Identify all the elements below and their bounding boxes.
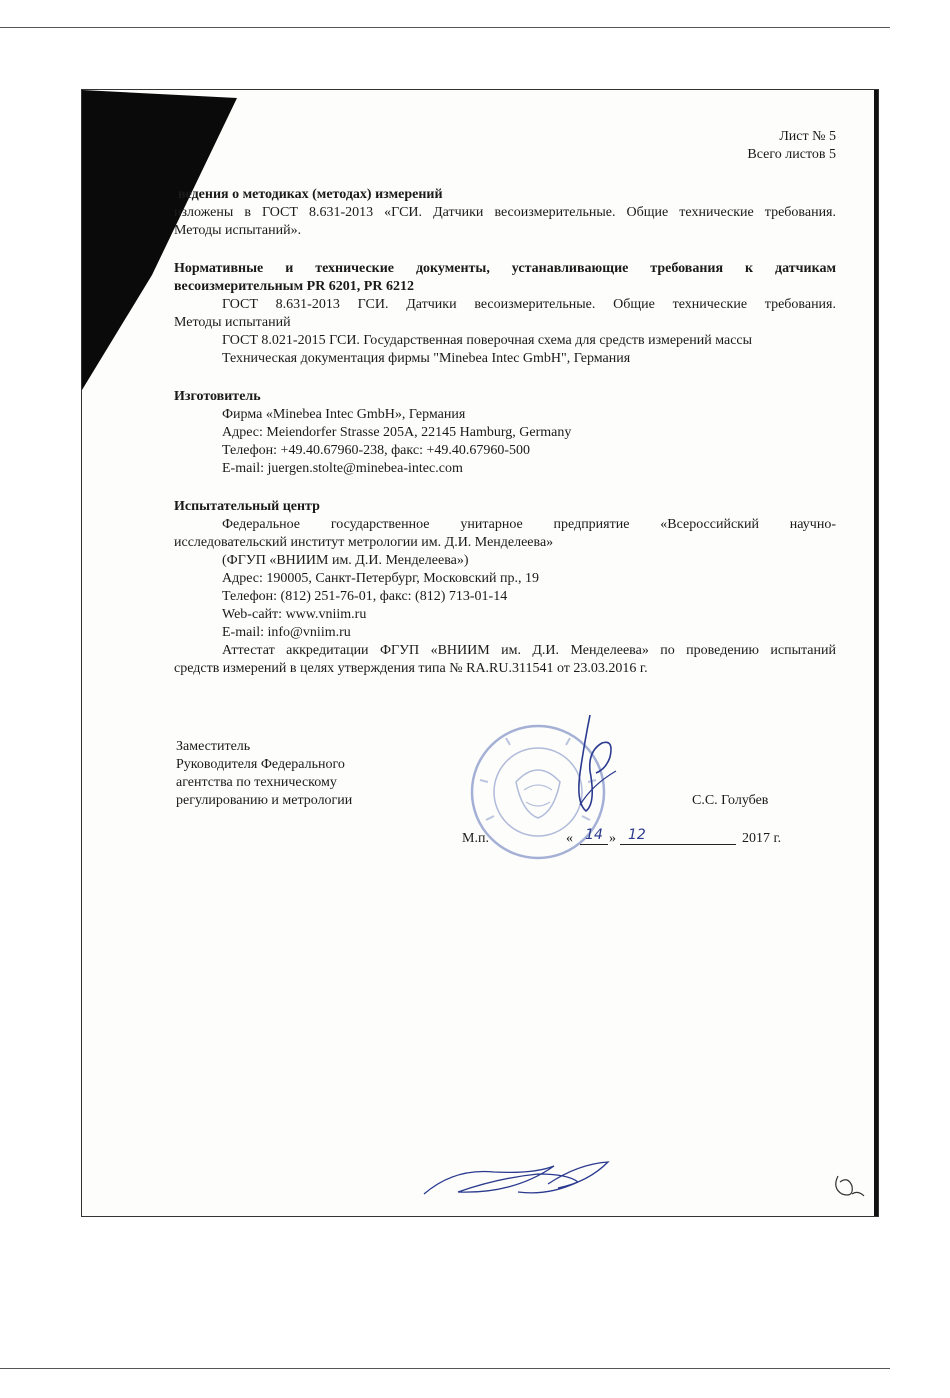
signatory-position: Заместитель [176,739,251,754]
test-center-line-1: Федеральное государственное унитарное предприятие «Всероссийский научно- [222,517,836,532]
normative-item: Техническая документация фирмы "Minebea Intec GmbH", Германия [222,351,631,366]
corner-initials-scribble [830,1170,870,1206]
normative-item: Методы испытаний [174,315,291,330]
date-month: 12 [620,826,736,845]
scanned-document-page [81,89,879,1217]
date-close-quote: » [609,831,616,846]
test-center-line: Телефон: (812) 251-76-01, факс: (812) 713-01-14 [222,589,508,604]
date-year: 2017 г. [742,831,782,846]
dark-scan-fold [82,90,242,410]
test-center-line: Адрес: 190005, Санкт-Петербург, Московский пр., 19 [222,571,540,586]
manufacturer-line: Адрес: Meiendorfer Strasse 205A, 22145 Hamburg, Germany [222,425,572,440]
date-open-quote: « [566,831,573,846]
test-center-heading: Испытательный центр [174,499,320,514]
sheet-number: Лист № 5 [779,129,836,144]
handwritten-signature [562,710,632,830]
signatory-name: С.С. Голубев [692,793,769,808]
page-bottom-rule [0,1368,890,1369]
test-center-line: (ФГУП «ВНИИМ им. Д.И. Менделеева») [222,553,469,568]
manufacturer-heading: Изготовитель [174,389,261,404]
normative-heading-line-1: Нормативные и технические документы, устанавливающие требования к датчикам [174,261,836,276]
manufacturer-line: Фирма «Minebea Intec GmbH», Германия [222,407,466,422]
signatory-position: агентства по техническому [176,775,337,790]
normative-heading-line-2: весоизмерительным PR 6201, PR 6212 [174,279,414,294]
accreditation-line-1: Аттестат аккредитации ФГУП «ВНИИМ им. Д.И. Менделеева» по проведению испытаний [222,643,836,658]
date-day: 14 [580,826,608,845]
accreditation-line-2: средств измерений в целях утверждения типа № RA.RU.311541 от 23.03.2016 г. [174,661,648,676]
normative-item: ГОСТ 8.021-2015 ГСИ. Государственная поверочная схема для средств измерений массы [222,333,753,348]
signatory-position: Руководителя Федерального [176,757,345,772]
methods-heading: ведения о методиках (методах) измерений [178,187,443,202]
test-center-line: Web-сайт: www.vniim.ru [222,607,367,622]
bottom-signature-scribble [418,1154,638,1210]
methods-line-1: изложены в ГОСТ 8.631-2013 «ГСИ. Датчики весоизмерительные. Общие технические требования. [174,205,836,220]
normative-item: ГОСТ 8.631-2013 ГСИ. Датчики весоизмерительные. Общие технические требования. [222,297,836,312]
page-top-rule [0,27,890,28]
scan-right-edge [874,90,878,1216]
sheet-total: Всего листов 5 [747,147,836,162]
manufacturer-line: E-mail: juergen.stolte@minebea-intec.com [222,461,463,476]
test-center-line: E-mail: info@vniim.ru [222,625,351,640]
methods-line-2: Методы испытаний». [174,223,302,238]
seal-place-label: М.п. [462,831,489,846]
manufacturer-line: Телефон: +49.40.67960-238, факс: +49.40.67960-500 [222,443,531,458]
test-center-line-2: исследовательский институт метрологии им. Д.И. Менделеева» [174,535,554,550]
signatory-position: регулированию и метрологии [176,793,353,808]
